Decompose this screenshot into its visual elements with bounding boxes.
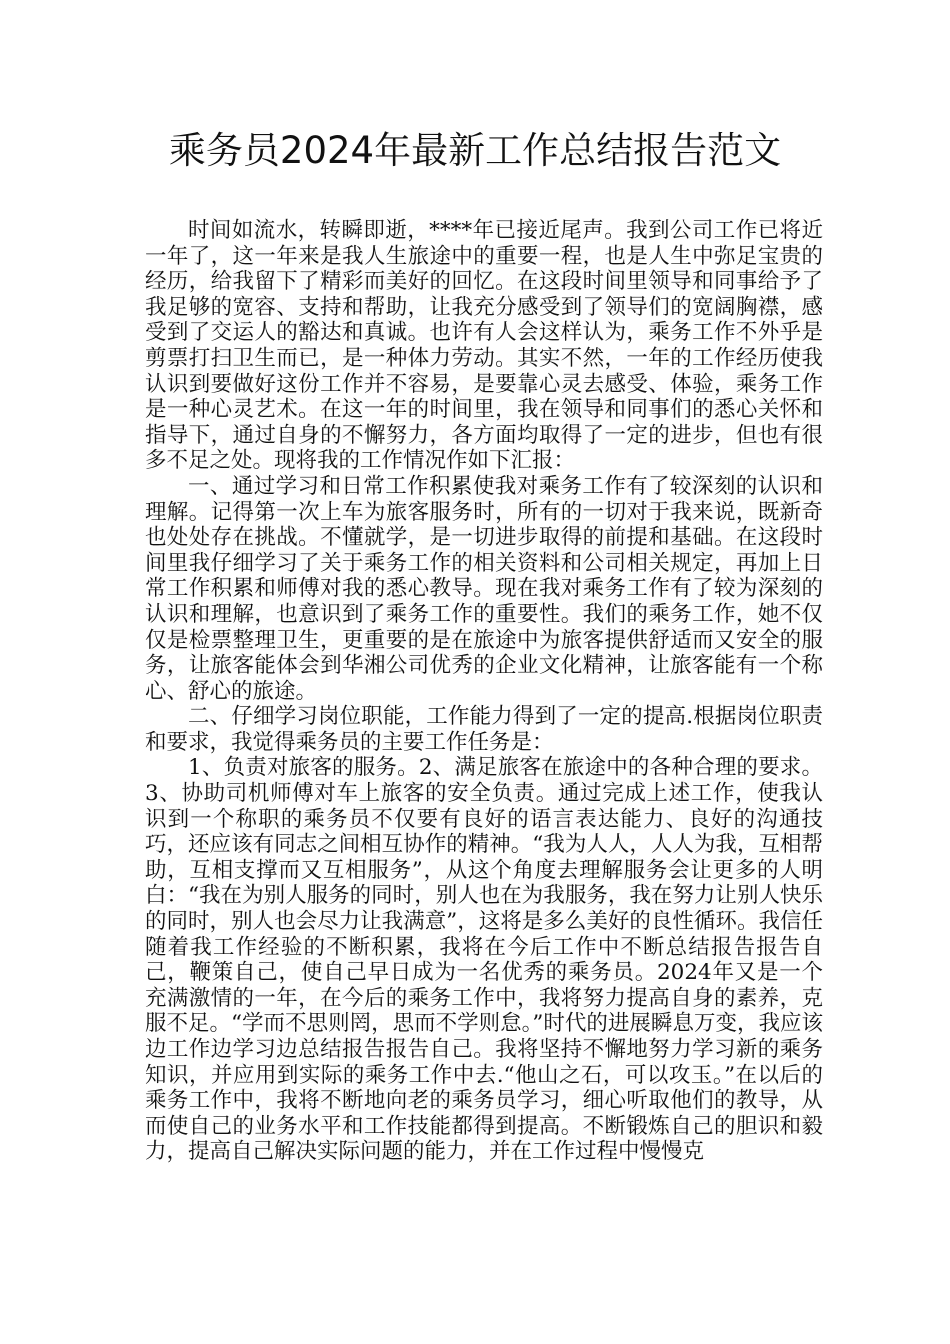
paragraph-duties: 1、负责对旅客的服务。2、满足旅客在旅途中的各种合理的要求。3、协助司机师傅对车上旅客的安全负责。通过完成上述工作，使我认识到一个称职的乘务员不仅要有良好的语言表达能力、良好的沟通技巧，还应该有同志之间相互协作的精神。“我为人人，人人为我，互相帮助，互相支撑而又互相服务”，从这个角度去理解服务会让更多的人明白：“我在为别人服务的同时，别人也在为我服务，我在努力让别人快乐的同时，别人也会尽力让我满意”，这将是多么美好的良性循环。我信任随着我工作经验的不断积累，我将在今后工作中不断总结报告报告自己，鞭策自己，使自己早日成为一名优秀的乘务员。2024年又是一个充满激情的一年，在今后的乘务工作中，我将努力提高自身的素养，克服不足。“学而不思则罔，思而不学则怠。”时代的进展瞬息万变，我应该边工作边学习边总结报告报告自己。我将坚持不懈地努力学习新的乘务知识，并应用到实际的乘务工作中去.“他山之石，可以攻玉。”在以后的乘务工作中，我将不断地向老的乘务员学习，细心听取他们的教导，从而使自己的业务水平和工作技能都得到提高。不断锻炼自己的胆识和毅力，提高自己解决实际问题的能力，并在工作过程中慢慢克 (145, 755, 823, 1165)
document-title: 乘务员2024年最新工作总结报告范文 (168, 129, 782, 172)
document-body (145, 218, 823, 1165)
paragraph-intro: 时间如流水，转瞬即逝，****年已接近尾声。我到公司工作已将近一年了，这一年来是我人生旅途中的重要一程，也是人生中弥足宝贵的经历，给我留下了精彩而美好的回忆。在这段时间里领导和同事给予了我足够的宽容、支持和帮助，让我充分感受到了领导们的宽阔胸襟，感受到了交运人的豁达和真诚。也许有人会这样认为，乘务工作不外乎是剪票打扫卫生而已，是一种体力劳动。其实不然，一年的工作经历使我认识到要做好这份工作并不容易，是要靠心灵去感受、体验，乘务工作是一种心灵艺术。在这一年的时间里，我在领导和同事们的悉心关怀和指导下，通过自身的不懈努力，各方面均取得了一定的进步，但也有很多不足之处。现将我的工作情况作如下汇报： (145, 218, 823, 474)
paragraph-section-two: 二、仔细学习岗位职能，工作能力得到了一定的提高.根据岗位职责和要求，我觉得乘务员的主要工作任务是： (145, 704, 823, 755)
paragraph-section-one: 一、通过学习和日常工作积累使我对乘务工作有了较深刻的认识和理解。记得第一次上车为旅客服务时，所有的一切对于我来说，既新奇也处处存在挑战。不懂就学，是一切进步取得的前提和基础。在这段时间里我仔细学习了关于乘务工作的相关资料和公司相关规定，再加上日常工作积累和师傅对我的悉心教导。现在我对乘务工作有了较为深刻的认识和理解，也意识到了乘务工作的重要性。我们的乘务工作，她不仅仅是检票整理卫生，更重要的是在旅途中为旅客提供舒适而又安全的服务，让旅客能体会到华湘公司优秀的企业文化精神，让旅客能有一个称心、舒心的旅途。 (145, 473, 823, 704)
